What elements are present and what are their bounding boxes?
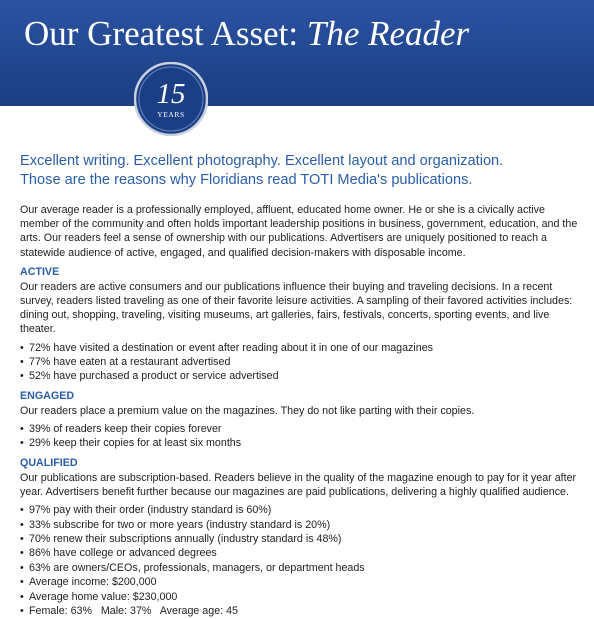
- anniversary-badge: [134, 62, 208, 136]
- list-item: • 97% pay with their order (industry standard is 60%): [20, 504, 272, 517]
- bullet-icon: •: [20, 341, 24, 354]
- overview-paragraph: Our average reader is a professionally employed, affluent, educated home owner. He or she is a civically active member of the community and often holds important leadership positions in business, government, education, and the arts. Our readers feel a sense of ownership with our publications. Advertisers are uniquely positioned to reach a statewide audience of active, engaged, and qualified decision-makers with disposable income.: [20, 204, 578, 259]
- bullet-icon: •: [20, 547, 24, 560]
- female-stat: Female: 63%: [29, 605, 92, 618]
- list-item: • 33% subscribe for two or more years (industry standard is 20%): [20, 518, 331, 531]
- badge-label: YEARS: [157, 110, 185, 119]
- list-item: • Average home value: $230,000: [20, 590, 178, 603]
- list-item: • 63% are owners/CEOs, professionals, managers, or department heads: [20, 561, 365, 574]
- bullet-icon: •: [20, 561, 24, 574]
- qualified-bullet-list: [20, 503, 580, 618]
- engaged-paragraph: Our readers place a premium value on the magazines. They do not like parting with their copies.: [20, 404, 475, 417]
- list-item: • 29% keep their copies for at least six months: [20, 437, 242, 450]
- title-plain: Our Greatest Asset:: [24, 14, 299, 53]
- active-bullet-list: [20, 341, 580, 384]
- header-band: [0, 0, 594, 106]
- list-item: • 72% have visited a destination or event after reading about it in one of our magazines: [20, 341, 434, 354]
- age-stat: Average age: 45: [159, 605, 238, 618]
- bullet-icon: •: [20, 370, 24, 383]
- demographics-item: [20, 604, 580, 618]
- bullet-icon: •: [20, 605, 24, 618]
- bullet-icon: •: [20, 356, 24, 369]
- intro-line-1: Excellent writing. Excellent photography. Excellent layout and organization.: [20, 153, 504, 169]
- bullet-icon: •: [20, 504, 24, 517]
- list-item: • Average income: $200,000: [20, 576, 157, 589]
- list-item: • 86% have college or advanced degrees: [20, 547, 217, 560]
- intro-line-2: Those are the reasons why Floridians read TOTI Media's publications.: [20, 172, 473, 188]
- list-item: • 77% have eaten at a restaurant advertised: [20, 356, 231, 369]
- body-content: [20, 203, 580, 619]
- list-item: • 52% have purchased a product or service advertised: [20, 370, 279, 383]
- qualified-paragraph: Our publications are subscription-based. Readers believe in the quality of the magazine enough to pay for it year after year. Advertisers benefit further because our magazines are paid publications, delivering a highly qualified audience.: [20, 471, 577, 499]
- active-paragraph: Our readers are active consumers and our publications influence their buying and traveling decisions. In a recent survey, readers listed traveling as one of their favorite leisure activities. A sampling of their favored activities includes: dining out, shopping, traveling, visiting museums, art galleries, fairs, festivals, concerts, sporting events, and live theater.: [20, 280, 573, 336]
- section-heading-qualified: QUALIFIED: [20, 456, 78, 469]
- engaged-bullet-list: [20, 422, 580, 451]
- male-stat: Male: 37%: [100, 605, 152, 618]
- bullet-icon: •: [20, 576, 24, 589]
- bullet-icon: •: [20, 437, 24, 450]
- page-title: [24, 14, 469, 54]
- bullet-icon: •: [20, 533, 24, 546]
- bullet-icon: •: [20, 590, 24, 603]
- title-italic: The Reader: [306, 14, 470, 53]
- badge-number: 15: [156, 78, 186, 110]
- section-heading-engaged: ENGAGED: [20, 389, 75, 402]
- list-item: • 39% of readers keep their copies forever: [20, 423, 222, 436]
- section-heading-active: ACTIVE: [20, 265, 60, 278]
- bullet-icon: •: [20, 518, 24, 531]
- intro-tagline: [20, 152, 576, 190]
- bullet-icon: •: [20, 423, 24, 436]
- list-item: • 70% renew their subscriptions annually (industry standard is 48%): [20, 533, 342, 546]
